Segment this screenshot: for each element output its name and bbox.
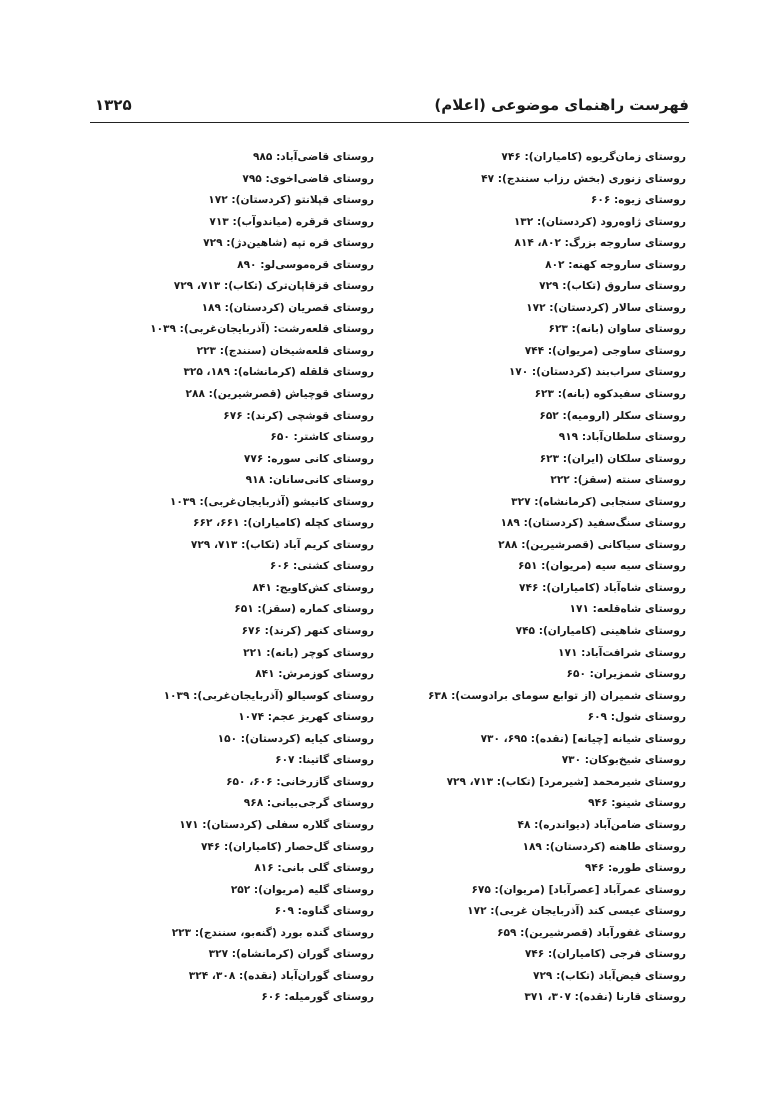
index-entry: روستای طاهنه (کردستان): ۱۸۹ <box>522 840 686 853</box>
index-entry: روستای قلقله (کرمانشاه): ۱۸۹، ۳۲۵ <box>183 366 374 379</box>
index-entry: روستای شیخ‌بوکان: ۷۳۰ <box>561 754 686 767</box>
index-entry: روستای گنده بورد (گنه‌بو، سنندج): ۲۲۳ <box>171 926 374 939</box>
index-entry: روستای کیایه (کردستان): ۱۵۰ <box>217 732 374 745</box>
index-entry: روستای گل‌حصار (کامیاران): ۷۴۶ <box>200 840 374 853</box>
index-entry: روستای ضامن‌آباد (دیواندره): ۴۸ <box>517 818 686 831</box>
index-entry: روستای شیرمحمد [شیرمرد] (تکاب): ۷۱۳، ۷۲۹ <box>446 775 686 788</box>
index-column-right <box>326 147 686 1009</box>
index-entry: روستای شینو: ۹۴۶ <box>588 797 686 810</box>
index-entry: روستای سراب‌بند (کردستان): ۱۷۰ <box>508 366 686 379</box>
running-header <box>90 96 689 122</box>
index-entry: روستای سالار (کردستان): ۱۷۲ <box>526 301 686 314</box>
index-entry: روستای کانیشو (آذربایجان‌غربی): ۱۰۳۹ <box>169 495 374 508</box>
page-number: ۱۳۲۵ <box>95 96 132 114</box>
index-entry: روستای ساوجی (مریوان): ۷۴۴ <box>524 344 686 357</box>
index-entry: روستای ساروجه بزرگ: ۸۰۲، ۸۱۴ <box>514 237 686 250</box>
index-entry: روستای سنجابی (کرمانشاه): ۳۲۷ <box>511 495 686 508</box>
index-entry: روستای عیسی کند (آذربایجان غربی): ۱۷۲ <box>467 905 686 918</box>
index-entry: روستای طوره: ۹۴۶ <box>584 862 686 875</box>
index-entry: روستای گلیه (مریوان): ۲۵۲ <box>230 883 374 896</box>
index-entry: روستای قاضی‌اخوی: ۷۹۵ <box>242 172 374 185</box>
index-entry: روستای کوزمرش: ۸۴۱ <box>255 668 374 681</box>
index-entry: روستای زمان‌گریوه (کامیاران): ۷۴۶ <box>501 151 686 163</box>
index-entry: روستای غفورآباد (قصرشیرین): ۶۵۹ <box>497 926 686 939</box>
index-entry: روستای سیاکانی (قصرشیرین): ۲۸۸ <box>498 538 686 551</box>
index-entry: روستای شیانه [چیانه] (نقده): ۶۹۵، ۷۳۰ <box>480 732 686 745</box>
index-entry: روستای کماره (سقز): ۶۵۱ <box>234 603 374 616</box>
index-entry: روستای زنوری (بخش رزاب سنندج): ۴۷ <box>481 172 686 185</box>
index-entry: روستای سلکان (ایران): ۶۲۳ <box>539 452 686 465</box>
index-entry: روستای کوسیالو (آذربایجان‌غربی): ۱۰۳۹ <box>163 689 374 702</box>
index-entry: روستای گلاره سفلی (کردستان): ۱۷۱ <box>179 818 374 831</box>
index-entry: روستای کوچر (بانه): ۲۲۱ <box>243 646 374 659</box>
index-entry: روستای عمرآباد [عصرآباد] (مریوان): ۶۷۵ <box>471 883 686 896</box>
index-entry: روستای شمزیران: ۶۵۰ <box>566 668 686 681</box>
index-entry: روستای کانی سوره: ۷۷۶ <box>243 452 374 465</box>
index-entry: روستای کچله (کامیاران): ۶۶۱، ۶۶۲ <box>193 517 374 530</box>
index-entry: روستای ساروجه کهنه: ۸۰۲ <box>545 258 686 271</box>
index-entry: روستای ژاوه‌رود (کردستان): ۱۳۲ <box>513 215 686 228</box>
index-entry: روستای قرقره (میاندوآب): ۷۱۳ <box>209 215 374 228</box>
index-entry: روستای قزقاپان‌ترک (تکاب): ۷۱۳، ۷۲۹ <box>173 280 374 293</box>
index-entry: روستای گوران‌آباد (نقده): ۳۰۸، ۳۲۴ <box>188 969 374 982</box>
index-entry: روستای شاهینی (کامیاران): ۷۴۵ <box>515 625 686 638</box>
index-entry: روستای شاه‌آباد (کامیاران): ۷۴۶ <box>519 581 686 594</box>
header-rule <box>90 122 689 123</box>
index-entry: روستای قلعه‌شیخان (سنندج): ۲۲۳ <box>196 344 374 357</box>
index-entry: روستای کانی‌سانان: ۹۱۸ <box>245 474 374 487</box>
index-entry: روستای شاه‌قلعه: ۱۷۱ <box>569 603 686 616</box>
index-entry: روستای سفیدکوه (بانه): ۶۲۳ <box>534 388 686 401</box>
index-entry: روستای ساوان (بانه): ۶۲۳ <box>548 323 686 336</box>
index-entry: روستای گلی بانی: ۸۱۶ <box>254 862 374 875</box>
index-entry: روستای سلطان‌آباد: ۹۱۹ <box>558 431 686 444</box>
index-column-left <box>14 147 374 1009</box>
index-entry: روستای قلعه‌رشت: (آذربایجان‌غربی): ۱۰۳۹ <box>150 323 374 336</box>
index-entry: روستای قارنا (نقده): ۳۰۷، ۳۷۱ <box>524 991 686 1004</box>
index-entry: روستای ساروق (تکاب): ۷۲۹ <box>539 280 686 293</box>
index-entry: روستای گازرخانی: ۶۰۶، ۶۵۰ <box>226 775 374 788</box>
index-entry: روستای شرافت‌آباد: ۱۷۱ <box>558 646 686 659</box>
index-entry: روستای کهریز عجم: ۱۰۷۴ <box>238 711 374 724</box>
index-entry: روستای قصریان (کردستان): ۱۸۹ <box>201 301 374 314</box>
index-entry: روستای قوشچی (کرند): ۶۷۶ <box>223 409 374 422</box>
index-entry: روستای شمیران (از توابع سومای برادوست): ۶۳۸ <box>427 689 686 702</box>
index-entry: روستای قره تپه (شاهین‌دژ): ۷۲۹ <box>203 237 374 250</box>
index-entry: روستای قپلانتو (کردستان): ۱۷۲ <box>208 194 374 207</box>
index-entry: روستای سیه سیه (مریوان): ۶۵۱ <box>518 560 686 573</box>
index-entry: روستای گرجی‌بیانی: ۹۶۸ <box>243 797 374 810</box>
index-entry: روستای زیوه: ۶۰۶ <box>590 194 686 207</box>
index-entry: روستای کش‌کاویج: ۸۴۱ <box>252 581 374 594</box>
index-entry: روستای گورمیله: ۶۰۶ <box>261 991 374 1004</box>
index-entry: روستای فیض‌آباد (تکاب): ۷۲۹ <box>532 969 686 982</box>
index-entry: روستای فرجی (کامیاران): ۷۴۶ <box>524 948 686 961</box>
index-entry: روستای کاشتر: ۶۵۰ <box>270 431 374 444</box>
index-entry: روستای قره‌موسی‌لو: ۸۹۰ <box>237 258 374 271</box>
header-title: فهرست راهنمای موضوعی (اعلام) <box>434 96 689 114</box>
index-entry: روستای قاضی‌آباد: ۹۸۵ <box>252 151 374 163</box>
index-entry: روستای گناوه: ۶۰۹ <box>274 905 374 918</box>
index-entry: روستای گوران (کرمانشاه): ۳۲۷ <box>208 948 374 961</box>
index-entry: روستای سنگ‌سفید (کردستان): ۱۸۹ <box>500 517 686 530</box>
index-entry: روستای سکلر (ارومیه): ۶۵۲ <box>539 409 686 422</box>
index-entry: روستای سنته (سقز): ۲۲۲ <box>550 474 686 487</box>
index-entry: روستای کشتی: ۶۰۶ <box>269 560 374 573</box>
index-entry: روستای کنهر (کرند): ۶۷۶ <box>241 625 374 638</box>
index-entry: روستای کریم آباد (تکاب): ۷۱۳، ۷۲۹ <box>190 538 374 551</box>
index-entry: روستای شول: ۶۰۹ <box>587 711 686 724</box>
index-entry: روستای گاتینا: ۶۰۷ <box>275 754 374 767</box>
index-entry: روستای قوچیاش (قصرشیرین): ۲۸۸ <box>185 388 374 401</box>
